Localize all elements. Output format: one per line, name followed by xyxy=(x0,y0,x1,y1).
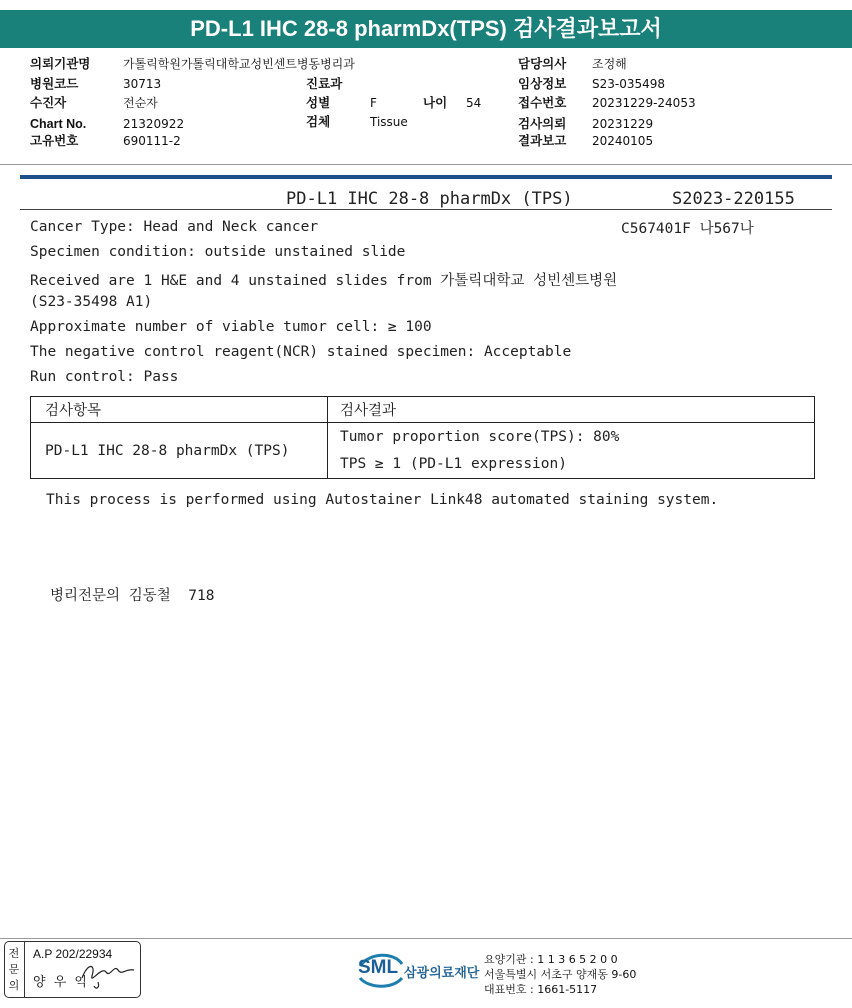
institution-value: 가톨릭학원가톨릭대학교성빈센트병동병리과 xyxy=(123,57,355,71)
pathologist-signature: 병리전문의 김동철 718 xyxy=(50,588,215,604)
col-header-item: 검사항목 xyxy=(31,397,328,423)
chart-label: Chart No. xyxy=(30,117,87,131)
clinical-value: S23-035498 xyxy=(592,77,666,91)
report-date-value: 20240105 xyxy=(592,134,654,148)
test-item: PD-L1 IHC 28-8 pharmDx (TPS) xyxy=(31,423,328,479)
patient-label: 수진자 xyxy=(30,96,67,110)
age-value: 54 xyxy=(466,96,482,110)
report-heading: PD-L1 IHC 28-8 pharmDx (TPS) xyxy=(286,189,573,209)
specimen-label: 검체 xyxy=(306,115,331,129)
result-table xyxy=(30,396,815,479)
org-info-address: 서울특별시 서초구 양재동 9-60 xyxy=(484,968,637,981)
process-note: This process is performed using Autostainer Link48 automated staining system. xyxy=(46,492,719,508)
request-value: 20231229 xyxy=(592,117,654,131)
age-label: 나이 xyxy=(423,96,448,110)
doctor-value: 조정해 xyxy=(592,57,627,71)
report-sub-rule xyxy=(20,209,832,210)
signature-scribble-icon xyxy=(78,956,138,992)
signer-vertical-label: 전문의 xyxy=(8,947,20,992)
institution-label: 의뢰기관명 xyxy=(30,57,91,71)
ap-number: A.P 202/22934 xyxy=(33,947,113,961)
receipt-value: 20231229-24053 xyxy=(592,96,696,110)
unique-label: 고유번호 xyxy=(30,134,79,148)
report-title: PD-L1 IHC 28-8 pharmDx(TPS) 검사결과보고서 xyxy=(0,10,852,48)
line-run-control: Run control: Pass xyxy=(30,369,179,385)
chart-value: 21320922 xyxy=(123,117,185,131)
receipt-label: 접수번호 xyxy=(518,96,567,110)
clinical-label: 임상정보 xyxy=(518,77,567,91)
tps-score: Tumor proportion score(TPS): 80% xyxy=(340,428,620,445)
report-number: S2023-220155 xyxy=(672,189,795,209)
test-result-cell xyxy=(328,423,815,479)
report-date-label: 결과보고 xyxy=(518,134,567,148)
report-top-rule xyxy=(20,175,832,179)
header-divider xyxy=(0,164,852,165)
line-tumor-cells: Approximate number of viable tumor cell: ≥ 100 xyxy=(30,319,432,335)
org-info-code: 요양기관 : 1 1 3 6 5 2 0 0 xyxy=(484,953,618,966)
request-label: 검사의뢰 xyxy=(518,117,567,131)
org-info-phone: 대표번호 : 1661-5117 xyxy=(484,983,598,996)
specimen-value: Tissue xyxy=(370,115,408,129)
sex-label: 성별 xyxy=(306,96,331,110)
signer-name: 양 우 익 xyxy=(33,975,89,990)
line-specimen-condition: Specimen condition: outside unstained slide xyxy=(30,244,406,260)
sml-logo-text: SML xyxy=(358,957,399,978)
line-ncr: The negative control reagent(NCR) stained specimen: Acceptable xyxy=(30,344,572,360)
hospital-code-value: 30713 xyxy=(123,77,162,91)
dept-label: 진료과 xyxy=(306,77,343,91)
hospital-code-label: 병원코드 xyxy=(30,77,79,91)
report-code: C567401F 나567나 xyxy=(621,221,754,237)
footer-divider xyxy=(0,938,852,939)
line-block-id: (S23-35498 A1) xyxy=(30,294,153,310)
line-received: Received are 1 H&E and 4 unstained slides from 가톨릭대학교 성빈센트병원 xyxy=(30,273,618,289)
sex-value: F xyxy=(370,96,377,110)
col-header-result: 검사결과 xyxy=(328,397,815,423)
org-name: 삼광의료재단 xyxy=(404,966,480,981)
unique-value: 690111-2 xyxy=(123,134,181,148)
doctor-label: 담당의사 xyxy=(518,57,567,71)
patient-value: 전순자 xyxy=(123,96,158,110)
line-cancer-type: Cancer Type: Head and Neck cancer xyxy=(30,219,319,235)
tps-interpretation: TPS ≥ 1 (PD-L1 expression) xyxy=(340,455,567,472)
